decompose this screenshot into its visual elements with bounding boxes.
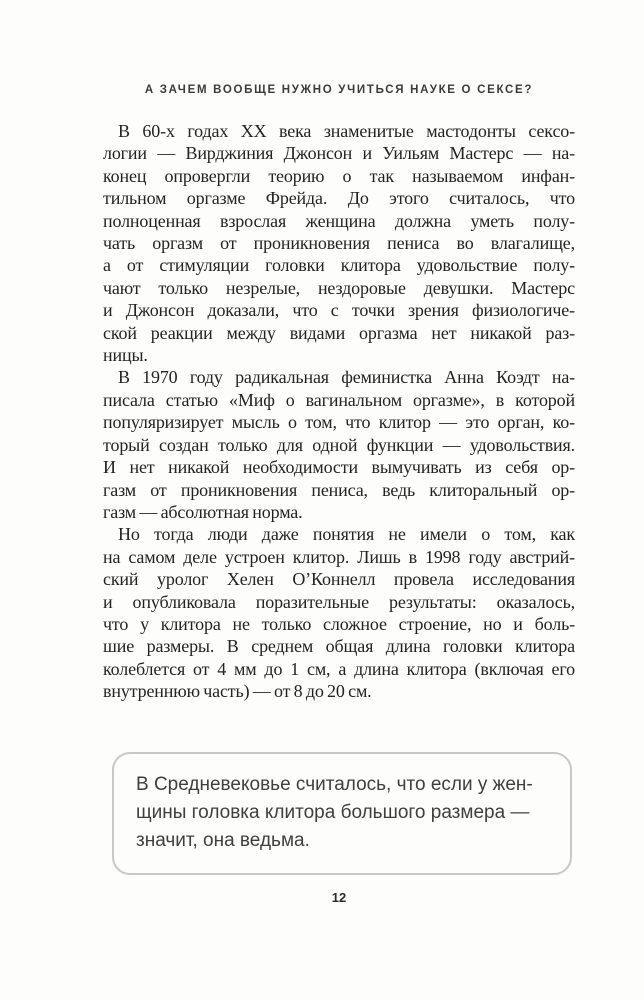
text-line: и опубликовала поразительные результаты: оказалось, — [103, 591, 575, 612]
callout-line: значит, она ведьма. — [136, 830, 310, 851]
callout-text — [136, 771, 548, 855]
running-header: А ЗАЧЕМ ВООБЩЕ НУЖНО УЧИТЬСЯ НАУКЕ О СЕКСЕ? — [144, 84, 534, 96]
text-line: тильном оргазме Фрейда. До этого считалось, что — [103, 188, 575, 209]
body-text — [103, 120, 575, 703]
text-line: что у клитора не только сложное строение, но и боль- — [103, 613, 575, 634]
text-line: на самом деле устроен клитор. Лишь в 1998 году австрий- — [103, 546, 575, 567]
text-line: и Джонсон доказали, что с точки зрения физиологиче- — [103, 300, 575, 321]
text-line: И нет никакой необходимости вымучивать из себя ор- — [103, 457, 575, 478]
text-line: колеблется от 4 мм до 1 см, а длина клитора (включая его — [103, 658, 575, 679]
text-line: внутреннюю часть) — от 8 до 20 см. — [103, 681, 372, 702]
text-line: чать оргазм от проникновения пениса во влагалище, — [103, 233, 575, 254]
text-line: торый создан только для одной функции — удовольствия. — [103, 434, 575, 455]
paragraph — [103, 523, 575, 702]
page-number: 12 — [331, 890, 347, 905]
text-line: газм — абсолютная норма. — [103, 501, 303, 522]
text-line: а от стимуляции головки клитора удовольствие полу- — [103, 255, 575, 276]
paragraph — [103, 120, 575, 366]
text-line: чают только незрелые, нездоровые девушки. Мастерс — [103, 277, 575, 298]
text-line: полноценная взрослая женщина должна уметь полу- — [103, 210, 575, 231]
text-line: газм от проникновения пениса, ведь клиторальный ор- — [103, 479, 575, 500]
text-line: ский уролог Хелен О’Коннелл провела исследования — [103, 569, 575, 590]
text-line: популяризирует мысль о том, что клитор — это орган, ко- — [103, 412, 575, 433]
callout-box — [112, 752, 572, 875]
text-line: ской реакции между видами оргазма нет никакой раз- — [103, 322, 575, 343]
callout-line: В Средневековье считалось, что если у жен- — [136, 774, 533, 795]
callout-line: щины головка клитора большого размера — — [136, 802, 530, 823]
text-line: ницы. — [103, 345, 148, 366]
paragraph — [103, 366, 575, 523]
text-line: В 60-х годах XX века знаменитые мастодонты сексо- — [118, 121, 575, 141]
text-line: Но тогда люди даже понятия не имели о том, как — [118, 524, 575, 545]
text-line: писала статью «Миф о вагинальном оргазме», в которой — [103, 389, 575, 410]
text-line: логии — Вирджиния Джонсон и Уильям Мастерс — на- — [103, 143, 575, 164]
text-line: шие размеры. В среднем общая длина головки клитора — [103, 636, 575, 657]
text-line: конец опровергли теорию о так называемом инфан- — [103, 165, 575, 186]
text-line: В 1970 году радикальная феминистка Анна Коэдт на- — [118, 367, 575, 388]
